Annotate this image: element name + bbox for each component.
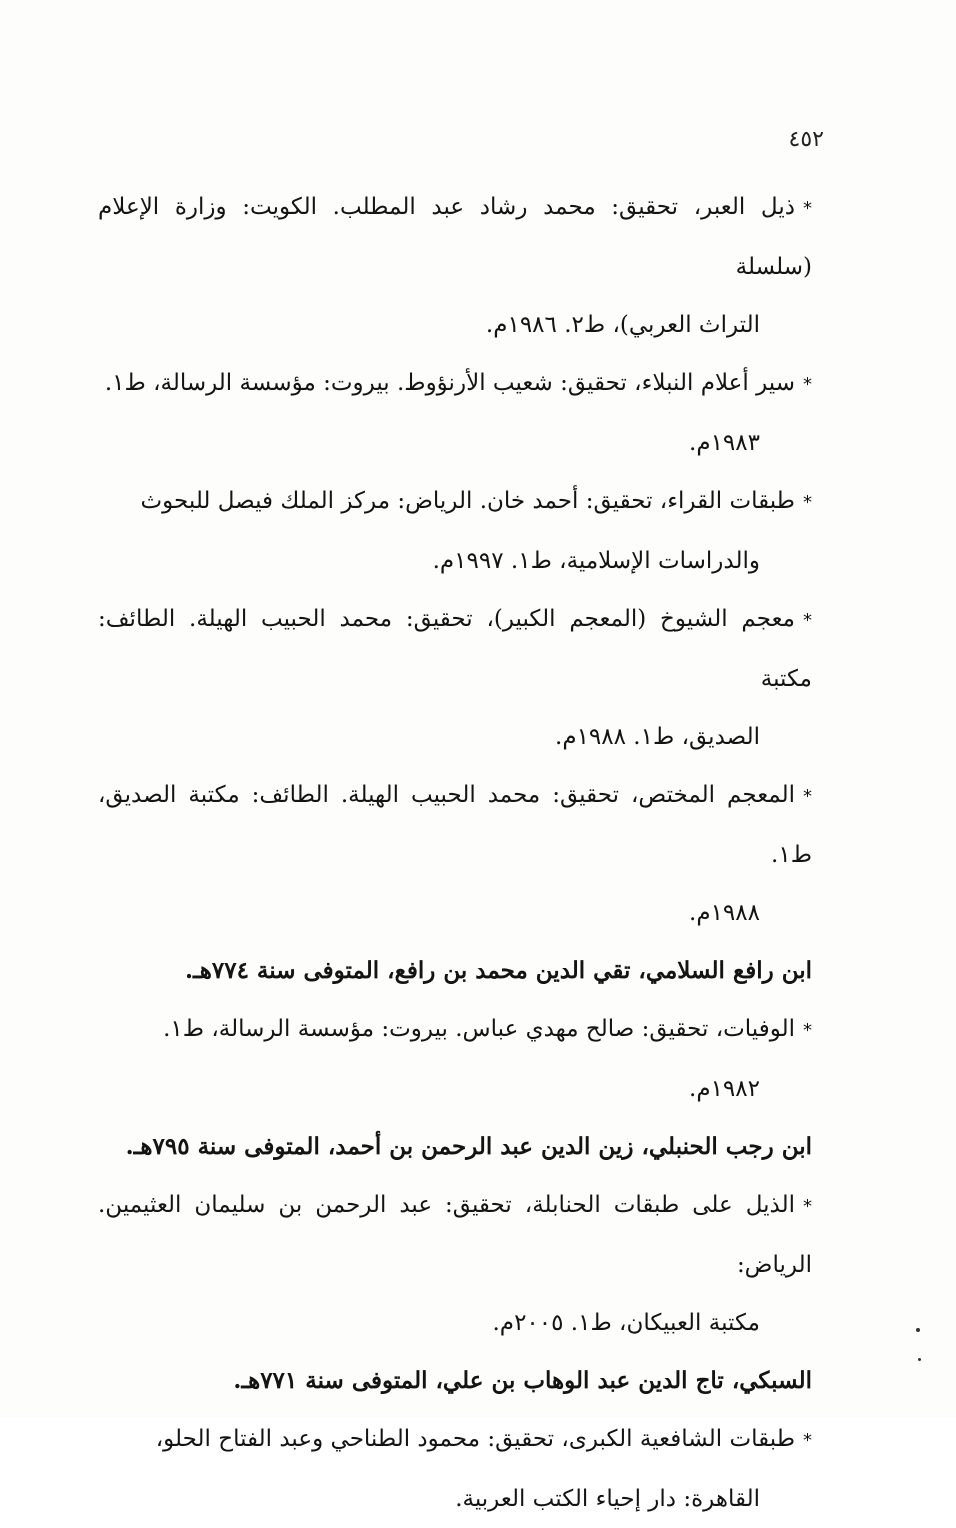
entry-line: ذيل العبر، تحقيق: محمد رشاد عبد المطلب. الكويت: وزارة الإعلام (سلسلة — [98, 194, 812, 280]
entry-line: سير أعلام النبلاء، تحقيق: شعيب الأرنؤوط. بيروت: مؤسسة الرسالة، ط١. — [104, 370, 795, 396]
bibliography-entry — [98, 1176, 812, 1352]
bibliography-entry — [98, 472, 812, 590]
entry-line: الذيل على طبقات الحنابلة، تحقيق: عبد الرحمن بن سليمان العثيمين. الرياض: — [98, 1192, 812, 1278]
bibliography-entry — [98, 590, 812, 766]
entry-continuation: التراث العربي)، ط٢. ١٩٨٦م. — [485, 312, 760, 338]
author-heading: ابن رجب الحنبلي، زين الدين عبد الرحمن بن أحمد، المتوفى سنة ٧٩٥هـ. — [125, 1133, 812, 1160]
entry-continuation: القاهرة: دار إحياء الكتب العربية. — [455, 1486, 760, 1512]
author-heading: السبكي، تاج الدين عبد الوهاب بن علي، المتوفى سنة ٧٧١هـ. — [233, 1367, 812, 1394]
entry-line: طبقات القراء، تحقيق: أحمد خان. الرياض: مركز الملك فيصل للبحوث — [140, 488, 795, 514]
entry-continuation: ١٩٨٣م. — [689, 430, 760, 456]
entry-continuation: والدراسات الإسلامية، ط١. ١٩٩٧م. — [432, 548, 760, 574]
page-number: ٤٥٢ — [788, 127, 824, 152]
bullet-star-icon: * — [803, 610, 812, 631]
entry-continuation: ١٩٨٨م. — [689, 900, 760, 926]
entry-continuation: مكتبة العبيكان، ط١. ٢٠٠٥م. — [492, 1310, 760, 1336]
bullet-star-icon: * — [803, 1430, 812, 1451]
bullet-star-icon: * — [803, 1196, 812, 1217]
bibliography-entry — [98, 1000, 812, 1118]
entry-continuation: ١٩٨٢م. — [689, 1076, 760, 1102]
entry-line: المعجم المختص، تحقيق: محمد الحبيب الهيلة. الطائف: مكتبة الصديق، ط١. — [98, 782, 812, 868]
entry-continuation: الصديق، ط١. ١٩٨٨م. — [555, 724, 760, 750]
bibliography-entry — [98, 766, 812, 942]
scan-speck — [916, 1328, 920, 1332]
bibliography-list — [98, 178, 812, 1528]
entry-line: معجم الشيوخ (المعجم الكبير)، تحقيق: محمد الحبيب الهيلة. الطائف: مكتبة — [98, 606, 812, 692]
bibliography-entry — [98, 178, 812, 354]
bullet-star-icon: * — [803, 198, 812, 219]
scan-speck — [918, 1358, 921, 1361]
bullet-star-icon: * — [803, 1020, 812, 1041]
bullet-star-icon: * — [803, 374, 812, 395]
bullet-star-icon: * — [803, 786, 812, 807]
bibliography-entry — [98, 1410, 812, 1528]
entry-line: الوفيات، تحقيق: صالح مهدي عباس. بيروت: مؤسسة الرسالة، ط١. — [163, 1016, 795, 1042]
entry-line: طبقات الشافعية الكبرى، تحقيق: محمود الطناحي وعبد الفتاح الحلو، — [155, 1426, 795, 1452]
author-heading: ابن رافع السلامي، تقي الدين محمد بن رافع، المتوفى سنة ٧٧٤هـ. — [184, 957, 812, 984]
bullet-star-icon: * — [803, 492, 812, 513]
bibliography-entry — [98, 354, 812, 472]
